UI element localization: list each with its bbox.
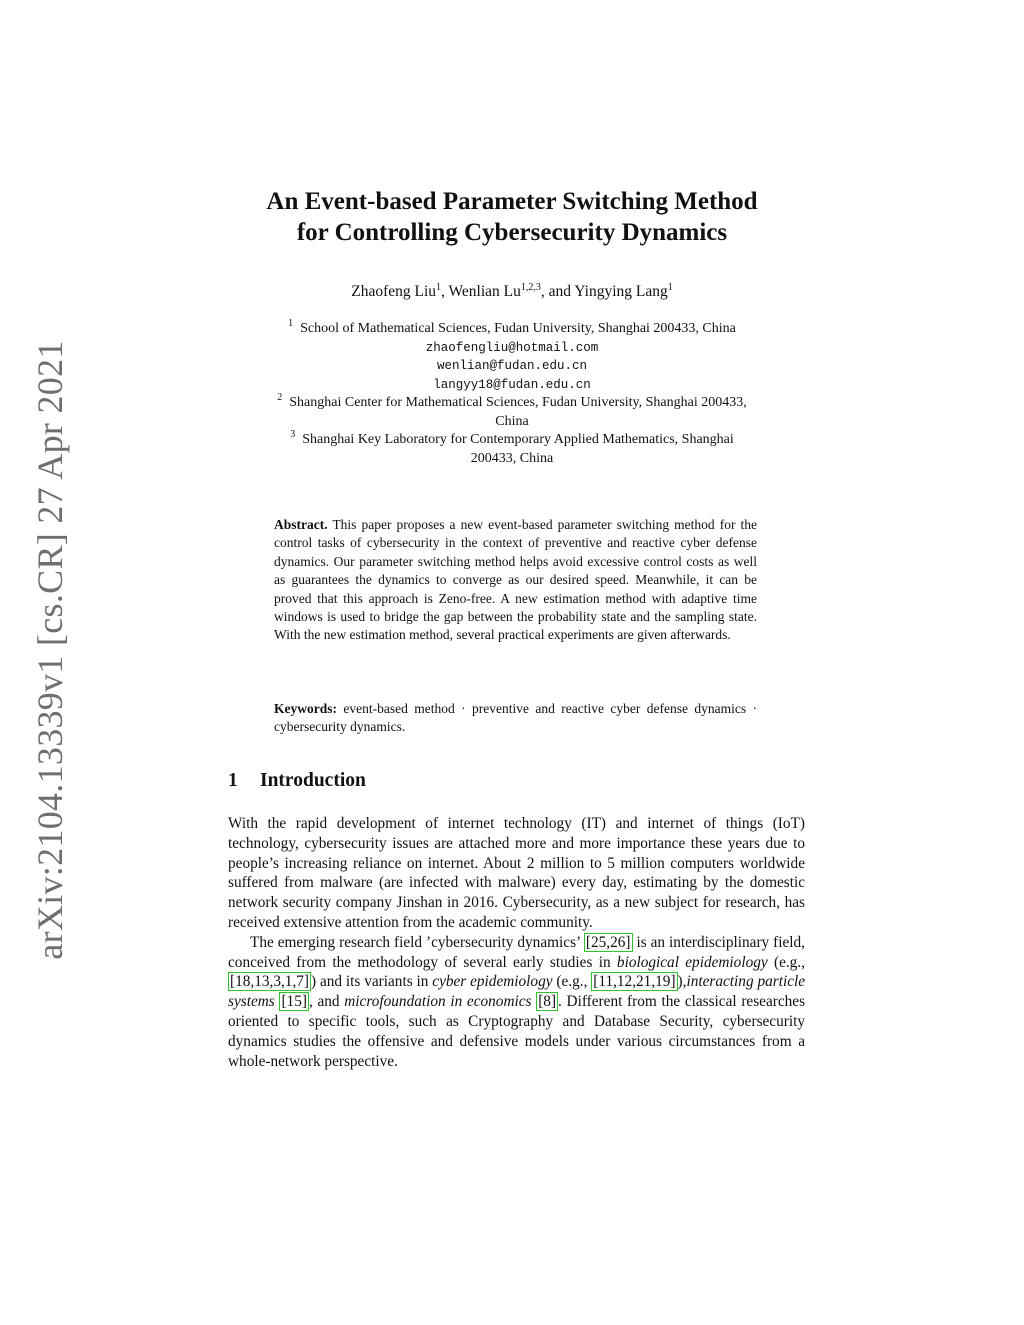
keywords-label: Keywords: — [274, 701, 337, 716]
affiliation-number: 3 — [290, 429, 296, 440]
section-body — [228, 814, 805, 1071]
emphasis-text: cyber epidemiology — [432, 973, 553, 991]
paragraph-text: , and — [308, 993, 345, 1011]
citation-link[interactable]: [15] — [281, 993, 307, 1011]
affiliation-text: Shanghai Key Laboratory for Contemporary Applied Mathematics, Shanghai — [302, 432, 734, 447]
citation-link[interactable]: [18,13,3,1,7] — [230, 973, 310, 991]
citation-link[interactable]: [8] — [538, 993, 557, 1011]
author-email[interactable]: zhaofengliu@hotmail.com — [425, 340, 599, 355]
author-name: Zhaofeng Liu — [351, 283, 437, 300]
paragraph-text: ) and its variants in — [311, 973, 433, 991]
section-number: 1 — [228, 770, 238, 791]
paragraph: With the rapid development of internet technology (IT) and internet of things (IoT) technology, cybersecurity issues are attached more and more importance these years due to people’s increasing reliance on internet. About 2 million to 5 million computers worldwide suffered from malware (are infected with malware) every day, estimating by the domestic network security company Jinshan in 2016. Cybersecurity, as a new subject for research, has received extensive attention from the academic community. — [228, 815, 805, 931]
author-separator: , and — [540, 283, 575, 300]
section-title: Introduction — [260, 770, 366, 791]
affiliation-text-continued: 200433, China — [470, 450, 554, 466]
affiliation-1 — [0, 320, 1024, 339]
abstract-text: This paper proposes a new event-based parameter switching method for the control tasks of cybersecurity in the context of preventive and reactive cyber defense dynamics. Our parameter switching method helps avoid excessive control costs as well as guarantees the dynamics to converge as our desired speed. Meanwhile, it can be proved that this approach is Zeno-free. A new estimation method with adaptive time windows is used to bridge the gap between the probability state and the sampling state. With the new estimation method, several practical experiments are given afterwards. — [274, 517, 757, 643]
emphasis-text: interacting particle systems — [228, 973, 806, 1011]
paragraph-text: (e.g., — [767, 953, 805, 971]
citation-link[interactable]: [25,26] — [585, 933, 631, 951]
paragraph-text: is an interdisciplinary field, conceived from the methodology of several early studies in — [228, 933, 805, 971]
keywords-text: event-based method · preventive and reactive cyber defense dynamics · cybersecurity dynamics. — [274, 701, 758, 735]
author-email[interactable]: wenlian@fudan.edu.cn — [436, 359, 588, 373]
affiliation-text: Shanghai Center for Mathematical Sciences, Fudan University, Shanghai 200433, — [289, 395, 747, 410]
citation-link[interactable]: [11,12,21,19] — [593, 973, 676, 991]
paper-title — [0, 186, 1024, 248]
affiliations — [0, 320, 1024, 468]
paragraph-text: . Different from the classical researches oriented to specific tools, such as Cryptography and Database Security, cybersecurity dynamics studies the offensive and defensive models under various circumstances from a whole-network perspective. — [228, 993, 806, 1070]
emphasis-text: biological epidemiology — [616, 953, 768, 971]
author-name: Wenlian Lu — [448, 283, 521, 300]
arxiv-identifier: arXiv:2104.13339v1 [cs.CR] 27 Apr 2021 — [30, 340, 70, 960]
author-affiliation-mark: 1 — [436, 282, 442, 293]
paragraph — [228, 933, 805, 1072]
author-affiliation-mark: 1,2,3 — [520, 282, 541, 293]
emphasis-text: microfoundation in economics — [344, 993, 532, 1011]
author-list — [0, 283, 1024, 301]
section-heading — [228, 770, 366, 792]
author-name: Yingying Lang — [574, 283, 668, 300]
paragraph-text: The emerging research field ’cybersecurity dynamics’ — [250, 933, 584, 951]
author-email[interactable]: langyy18@fudan.edu.cn — [433, 377, 591, 392]
abstract-label: Abstract. — [274, 517, 328, 532]
paragraph-text: ), — [677, 973, 687, 991]
title-line-1: An Event-based Parameter Switching Method — [266, 188, 758, 215]
affiliation-text-continued: China — [495, 413, 529, 429]
paragraph-text: (e.g., — [552, 973, 592, 991]
affiliation-2 — [0, 394, 1024, 413]
affiliation-text: School of Mathematical Sciences, Fudan University, Shanghai 200433, China — [300, 321, 736, 336]
affiliation-number: 2 — [277, 392, 283, 403]
keywords — [274, 700, 757, 737]
affiliation-number: 1 — [288, 318, 294, 329]
affiliation-3 — [0, 431, 1024, 450]
abstract — [274, 516, 757, 645]
author-affiliation-mark: 1 — [667, 282, 673, 293]
title-line-2: for Controlling Cybersecurity Dynamics — [296, 219, 728, 246]
author-separator: , — [441, 283, 449, 300]
